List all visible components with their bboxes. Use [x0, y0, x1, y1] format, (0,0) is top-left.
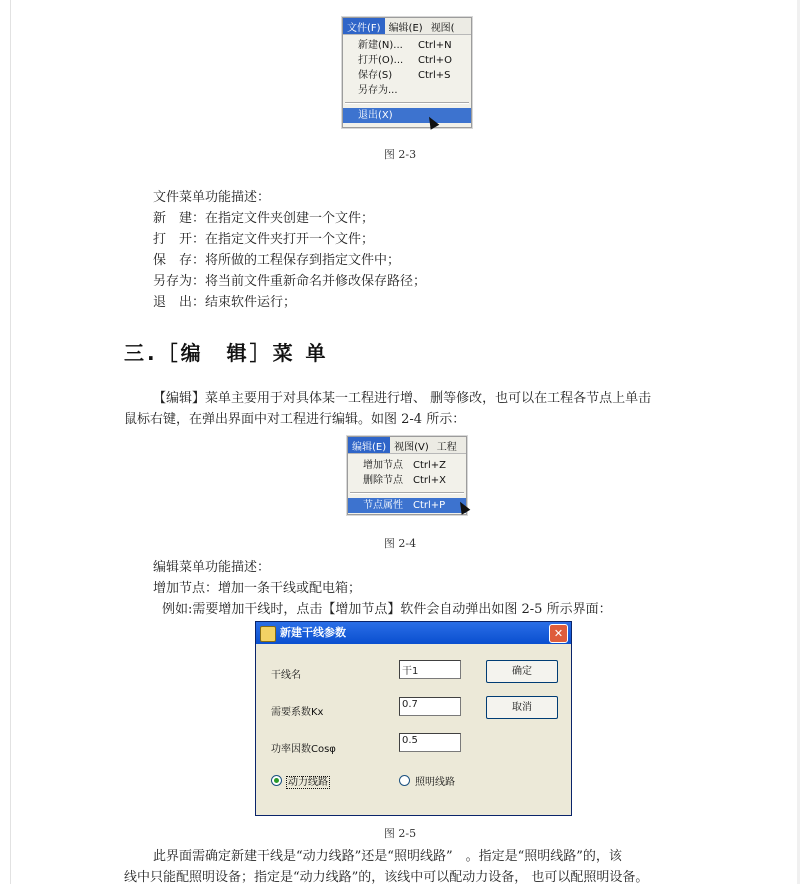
- radio-power-line[interactable]: [271, 775, 282, 786]
- menu-item-exit[interactable]: [343, 108, 471, 123]
- menu-item-shortcut: Ctrl+N: [418, 40, 452, 51]
- edit-desc-example: 例如:需要增加干线时，点击【增加节点】软件会自动弹出如图 2-5 所示界面：: [162, 602, 612, 617]
- menu-item-save[interactable]: [343, 68, 471, 83]
- menu-bar: [343, 18, 471, 35]
- menu-item-shortcut: Ctrl+S: [418, 70, 451, 81]
- radio-lighting-line-label: 照明线路: [415, 777, 455, 788]
- file-desc-open: 打 开：在指定文件夹打开一个文件；: [153, 232, 375, 247]
- menu-item-label: 退出(X): [358, 110, 393, 121]
- menu-item-label: 保存(S): [358, 70, 393, 81]
- edit-desc-add-node: 增加节点：增加一条干线或配电箱；: [153, 581, 362, 596]
- menu-separator: [345, 102, 469, 104]
- menu-edit[interactable]: 编辑(E): [388, 23, 423, 34]
- radio-power-line-label: [286, 773, 330, 788]
- menu-separator: [350, 492, 464, 494]
- file-desc-exit: 退 出：结束软件运行；: [153, 295, 297, 310]
- file-desc-new: 新 建：在指定文件夹创建一个文件；: [153, 211, 375, 226]
- menu-item-delete-node[interactable]: [348, 473, 466, 488]
- menu-item-add-node[interactable]: [348, 458, 466, 473]
- menu-item-shortcut: Ctrl+O: [418, 55, 453, 66]
- edit-menu-desc-title: 编辑菜单功能描述：: [153, 560, 271, 575]
- field-label-demand-factor: 需要系数Kx: [271, 707, 324, 718]
- dialog-title: 新建干线参数: [280, 626, 346, 639]
- menu-item-label: 新建(N)...: [358, 40, 403, 51]
- file-desc-save-as: 另存为：将当前文件重新命名并修改保存路径；: [153, 274, 427, 289]
- new-trunk-dialog: [255, 621, 572, 816]
- menu-file[interactable]: 文件(F): [343, 18, 385, 34]
- trunk-name-input[interactable]: 干1: [399, 660, 461, 679]
- demand-factor-input[interactable]: 0.7: [399, 697, 461, 716]
- menu-item-label: 增加节点: [363, 460, 403, 471]
- ok-button[interactable]: 确定: [486, 660, 558, 683]
- figure-caption-2-4: 图 2-4: [383, 537, 417, 550]
- close-icon[interactable]: ✕: [549, 624, 568, 643]
- file-menu-desc-title: 文件菜单功能描述：: [153, 190, 271, 205]
- menu-bar: [348, 437, 466, 454]
- section-heading: 三.［编 辑］菜 单: [124, 341, 329, 365]
- figure-caption-2-3: 图 2-3: [383, 148, 417, 161]
- menu-item-open[interactable]: [343, 53, 471, 68]
- menu-item-shortcut: Ctrl+P: [413, 500, 446, 511]
- radio-power-line-text: 动力线路: [288, 777, 328, 788]
- menu-item-node-properties[interactable]: [348, 498, 466, 513]
- page-left-border: [10, 0, 11, 884]
- menu-project[interactable]: 工程: [436, 442, 457, 453]
- menu-view[interactable]: 视图(V): [394, 442, 429, 453]
- menu-item-save-as[interactable]: [343, 83, 471, 98]
- edit-intro-line1: 【编辑】菜单主要用于对具体某一工程进行增、 删等修改，也可以在工程各节点上单击: [153, 391, 652, 406]
- figure-caption-2-5: 图 2-5: [383, 827, 417, 840]
- edit-intro-line2: 鼠标右键，在弹出界面中对工程进行编辑。如图 2-4 所示：: [124, 412, 466, 427]
- app-icon: [260, 626, 276, 642]
- menu-item-new[interactable]: [343, 38, 471, 53]
- dialog-title-bar[interactable]: [256, 622, 571, 644]
- cancel-button[interactable]: 取消: [486, 696, 558, 719]
- menu-edit[interactable]: 编辑(E): [348, 437, 390, 453]
- menu-item-label: 节点属性: [363, 500, 403, 511]
- power-factor-input[interactable]: 0.5: [399, 733, 461, 752]
- menu-item-shortcut: Ctrl+X: [413, 475, 447, 486]
- edit-menu-screenshot: [347, 436, 467, 515]
- file-menu-screenshot: [342, 17, 472, 128]
- closing-line1: 此界面需确定新建干线是“动力线路”还是“照明线路” 。指定是“照明线路”的，该: [153, 849, 622, 864]
- menu-item-shortcut: Ctrl+Z: [413, 460, 447, 471]
- menu-view[interactable]: 视图(: [430, 23, 455, 34]
- closing-line2: 线中只能配照明设备；指定是“动力线路”的，该线中可以配动力设备， 也可以配照明设备。: [124, 870, 649, 885]
- field-label-trunk-name: 干线名: [271, 670, 301, 681]
- menu-item-label: 删除节点: [363, 475, 403, 486]
- menu-item-label: 打开(O)...: [358, 55, 404, 66]
- radio-lighting-line[interactable]: [399, 775, 410, 786]
- menu-item-label: 另存为...: [358, 85, 398, 96]
- field-label-power-factor: 功率因数Cosφ: [271, 744, 336, 755]
- file-desc-save: 保 存：将所做的工程保存到指定文件中；: [153, 253, 401, 268]
